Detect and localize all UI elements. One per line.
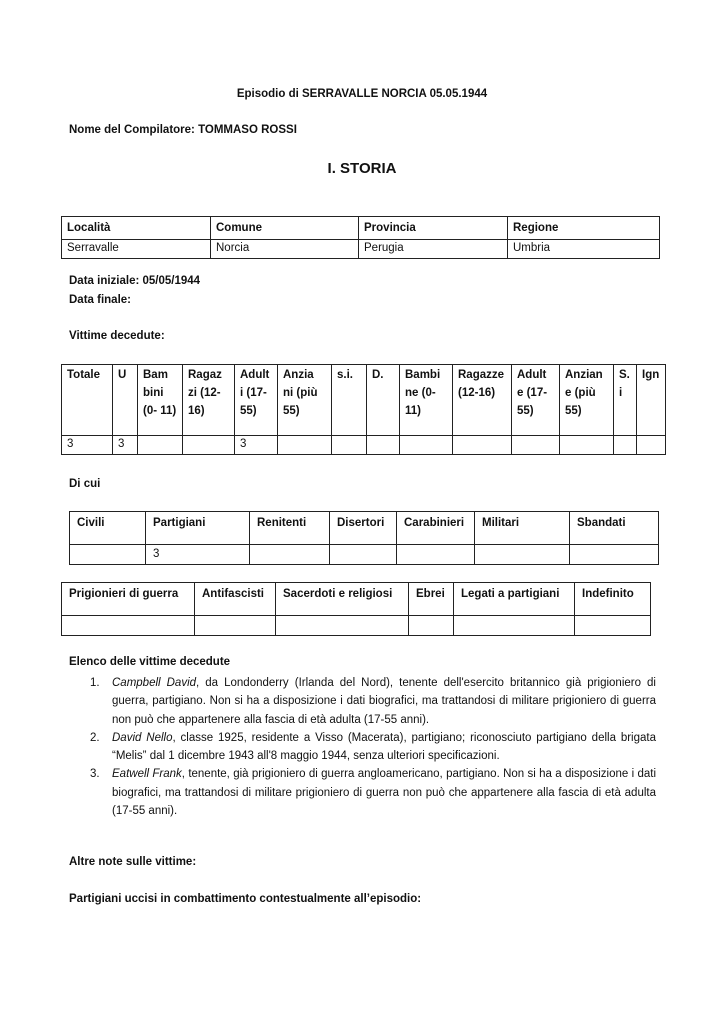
victim-name: Eatwell Frank [112, 768, 182, 781]
victims-value-cell [614, 436, 637, 455]
category-header-cell: Prigionieri di guerra [62, 583, 195, 616]
location-header-row [62, 217, 660, 240]
victims-value-cell [278, 436, 332, 455]
victims-header-cell: s.i. [332, 365, 367, 436]
episode-title: Episodio di SERRAVALLE NORCIA 05.05.1944 [236, 88, 488, 100]
end-date: Data finale: [69, 294, 131, 306]
location-value-row [62, 240, 660, 259]
location-value-cell: Serravalle [62, 240, 211, 259]
location-table [61, 216, 660, 259]
victims-header-cell: Bam bini (0- 11) [138, 365, 183, 436]
victims-value-cell [560, 436, 614, 455]
category-value-cell [475, 545, 570, 565]
victims-header-cell: D. [367, 365, 400, 436]
victims-value-cell [332, 436, 367, 455]
victims-list-title: Elenco delle vittime decedute [69, 656, 231, 668]
categories-value-row [62, 616, 651, 636]
victims-header-cell: U [113, 365, 138, 436]
victims-table [61, 364, 666, 455]
other-notes-label: Altre note sulle vittime: [69, 856, 197, 868]
list-item [69, 674, 656, 729]
category-value-cell [397, 545, 475, 565]
victims-header-cell: Anzian e (più 55) [560, 365, 614, 436]
category-value-cell: 3 [146, 545, 250, 565]
list-item-number: 3. [90, 768, 100, 781]
location-header-cell: Località [62, 217, 211, 240]
victims-header-row [62, 365, 666, 436]
category-value-cell [330, 545, 397, 565]
list-item-number: 1. [90, 677, 100, 689]
categories-table-1 [69, 511, 659, 565]
category-value-cell [276, 616, 409, 636]
victim-name: Campbell David [112, 677, 197, 689]
category-header-cell: Antifascisti [195, 583, 276, 616]
categories-header-row [70, 512, 659, 545]
victims-header-cell: S. i [614, 365, 637, 436]
category-header-cell: Disertori [330, 512, 397, 545]
location-header-cell: Provincia [359, 217, 508, 240]
victims-value-cell: 3 [113, 436, 138, 455]
category-value-cell [409, 616, 454, 636]
location-value-cell: Umbria [508, 240, 660, 259]
victims-value-cell: 3 [62, 436, 113, 455]
categories-table-2 [61, 582, 651, 636]
category-header-cell: Ebrei [409, 583, 454, 616]
location-value-cell: Perugia [359, 240, 508, 259]
victims-header-cell: Bambi ne (0- 11) [400, 365, 453, 436]
victims-header-cell: Anzia ni (più 55) [278, 365, 332, 436]
category-header-cell: Renitenti [250, 512, 330, 545]
start-date: Data iniziale: 05/05/1944 [69, 275, 201, 287]
section-title: I. STORIA [327, 160, 397, 177]
victim-name: David Nello [112, 731, 173, 744]
victims-value-cell: 3 [235, 436, 278, 455]
list-item [69, 729, 656, 766]
victims-value-cell [138, 436, 183, 455]
category-header-cell: Legati a partigiani [454, 583, 575, 616]
compiler-name: Nome del Compilatore: TOMMASO ROSSI [69, 124, 297, 136]
categories-value-row [70, 545, 659, 565]
category-header-cell: Indefinito [575, 583, 651, 616]
category-value-cell [250, 545, 330, 565]
category-value-cell [62, 616, 195, 636]
category-header-cell: Sbandati [570, 512, 659, 545]
category-header-cell: Civili [70, 512, 146, 545]
victims-header-cell: Ragazze (12-16) [453, 365, 512, 436]
victims-value-cell [400, 436, 453, 455]
victims-value-cell [183, 436, 235, 455]
victims-value-cell [512, 436, 560, 455]
list-item [69, 765, 656, 820]
partisans-killed-label: Partigiani uccisi in combattimento contestualmente all’episodio: [69, 893, 422, 905]
categories-header-row [62, 583, 651, 616]
category-value-cell [70, 545, 146, 565]
victims-label: Vittime decedute: [69, 330, 165, 342]
category-header-cell: Sacerdoti e religiosi [276, 583, 409, 616]
victims-header-cell: Adult e (17- 55) [512, 365, 560, 436]
category-header-cell: Militari [475, 512, 570, 545]
location-value-cell: Norcia [211, 240, 359, 259]
victims-value-cell [637, 436, 666, 455]
category-value-cell [575, 616, 651, 636]
victims-header-cell: Ragaz zi (12- 16) [183, 365, 235, 436]
location-header-cell: Regione [508, 217, 660, 240]
victim-description: , tenente, già prigioniero di guerra angloamericano, partigiano. Non si ha a disposizione i dati biografici, ma trattandosi di militare prigioniero di guerra non può che appartenere alla fascia di età adulta (17-55 anni). [112, 768, 656, 818]
victims-value-cell [367, 436, 400, 455]
victims-value-row [62, 436, 666, 455]
victim-description: , classe 1925, residente a Visso (Macerata), partigiano; riconosciuto partigiano della brigata “Melis” dal 1 dicembre 1943 all'8 maggio 1944, senza ulteriori specificazioni. [112, 731, 656, 763]
victim-description: , da Londonderry (Irlanda del Nord), tenente dell'esercito britannico già prigioniero di guerra, partigiano. Non si ha a disposizione i dati biografici, ma trattandosi di militare prigioniero di guerra non può che appartenere alla fascia di età adulta (17-55 anni). [112, 677, 656, 726]
category-value-cell [454, 616, 575, 636]
category-header-cell: Carabinieri [397, 512, 475, 545]
category-value-cell [570, 545, 659, 565]
list-item-number: 2. [90, 731, 100, 744]
victims-header-cell: Totale [62, 365, 113, 436]
victims-list [69, 674, 656, 820]
di-cui-label: Di cui [69, 478, 101, 490]
category-value-cell [195, 616, 276, 636]
victims-value-cell [453, 436, 512, 455]
category-header-cell: Partigiani [146, 512, 250, 545]
victims-header-cell: Adult i (17- 55) [235, 365, 278, 436]
location-header-cell: Comune [211, 217, 359, 240]
victims-header-cell: Ign [637, 365, 666, 436]
